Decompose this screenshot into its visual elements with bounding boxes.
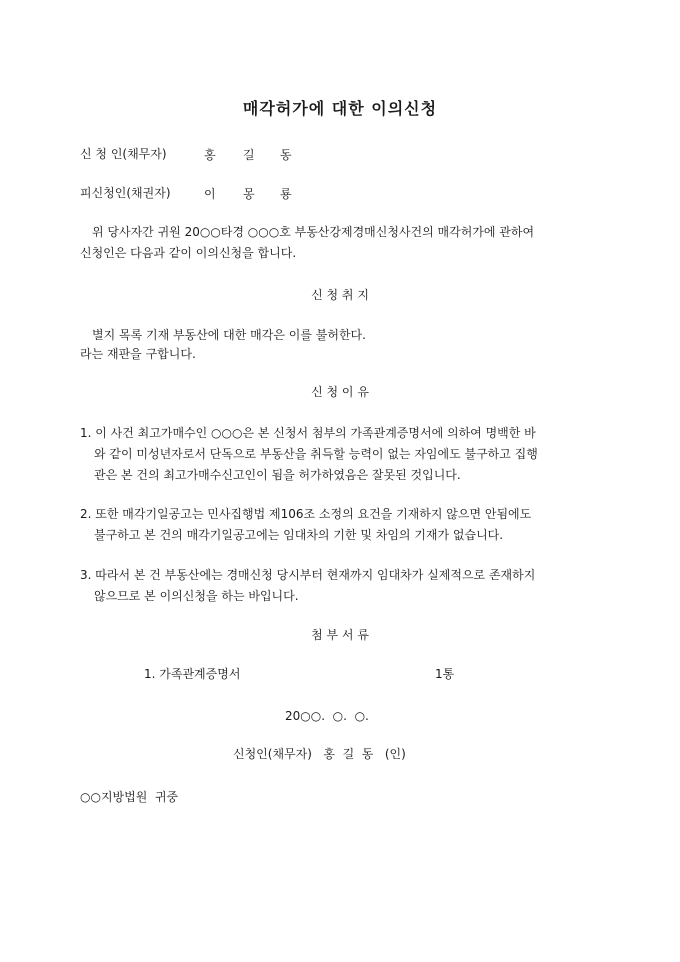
intro-line-1: 위 당사자간 귀원 20○○타경 ○○○호 부동산강제경매신청사건의 매각허가에 관하여 bbox=[92, 225, 535, 239]
purpose-heading: 신 청 취 지 bbox=[311, 288, 369, 302]
court-addressee: ○○지방법원 귀중 bbox=[80, 790, 179, 804]
document-title: 매각허가에 대한 이의신청 bbox=[242, 99, 438, 118]
applicant-name-char-1: 홍 bbox=[204, 148, 216, 162]
attachments-heading: 첨 부 서 류 bbox=[311, 628, 369, 642]
attachment-item-label: 1. 가족관계증명서 bbox=[144, 667, 241, 681]
reason-1-line-3: 관은 본 건의 최고가매수신고인이 됨을 허가하였음은 잘못된 것입니다. bbox=[94, 468, 461, 482]
reason-3-line-1: 3. 따라서 본 건 부동산에는 경매신청 당시부터 현재까지 임대차가 실제적으로 존재하지 bbox=[80, 568, 536, 582]
reasons-heading: 신 청 이 유 bbox=[311, 385, 369, 399]
intro-line-2: 신청인은 다음과 같이 이의신청을 합니다. bbox=[80, 246, 297, 260]
reason-2-line-1: 2. 또한 매각기일공고는 민사집행법 제106조 소정의 요건을 기재하지 않으면 안됨에도 bbox=[80, 507, 532, 521]
applicant-label: 신 청 인(채무자) bbox=[80, 147, 167, 161]
reason-1-line-2: 와 같이 미성년자로서 단독으로 부동산을 취득할 능력이 없는 자임에도 불구하고 집행 bbox=[94, 447, 538, 461]
reason-3-line-2: 않으므로 본 이의신청을 하는 바입니다. bbox=[94, 589, 299, 603]
purpose-line-1: 별지 목록 기재 부동산에 대한 매각은 이를 불허한다. bbox=[92, 328, 366, 342]
applicant-name-char-2: 길 bbox=[243, 148, 255, 162]
respondent-name-char-3: 룡 bbox=[280, 187, 292, 201]
purpose-line-2: 라는 재판을 구합니다. bbox=[80, 347, 196, 361]
applicant-name-char-3: 동 bbox=[280, 148, 292, 162]
respondent-label: 피신청인(채권자) bbox=[80, 186, 171, 200]
reason-1-line-1: 1. 이 사건 최고가매수인 ○○○은 본 신청서 첨부의 가족관계증명서에 의하여 명백한 바 bbox=[80, 426, 536, 440]
respondent-name-char-2: 몽 bbox=[243, 187, 255, 201]
attachment-item-count: 1통 bbox=[435, 667, 455, 681]
reason-2-line-2: 불구하고 본 건의 매각기일공고에는 임대차의 기한 및 차임의 기재가 없습니다. bbox=[94, 528, 504, 542]
document-date: 20○○. ○. ○. bbox=[285, 709, 369, 723]
signature-line: 신청인(채무자) 홍 길 동 (인) bbox=[233, 747, 406, 761]
respondent-name-char-1: 이 bbox=[204, 187, 216, 201]
